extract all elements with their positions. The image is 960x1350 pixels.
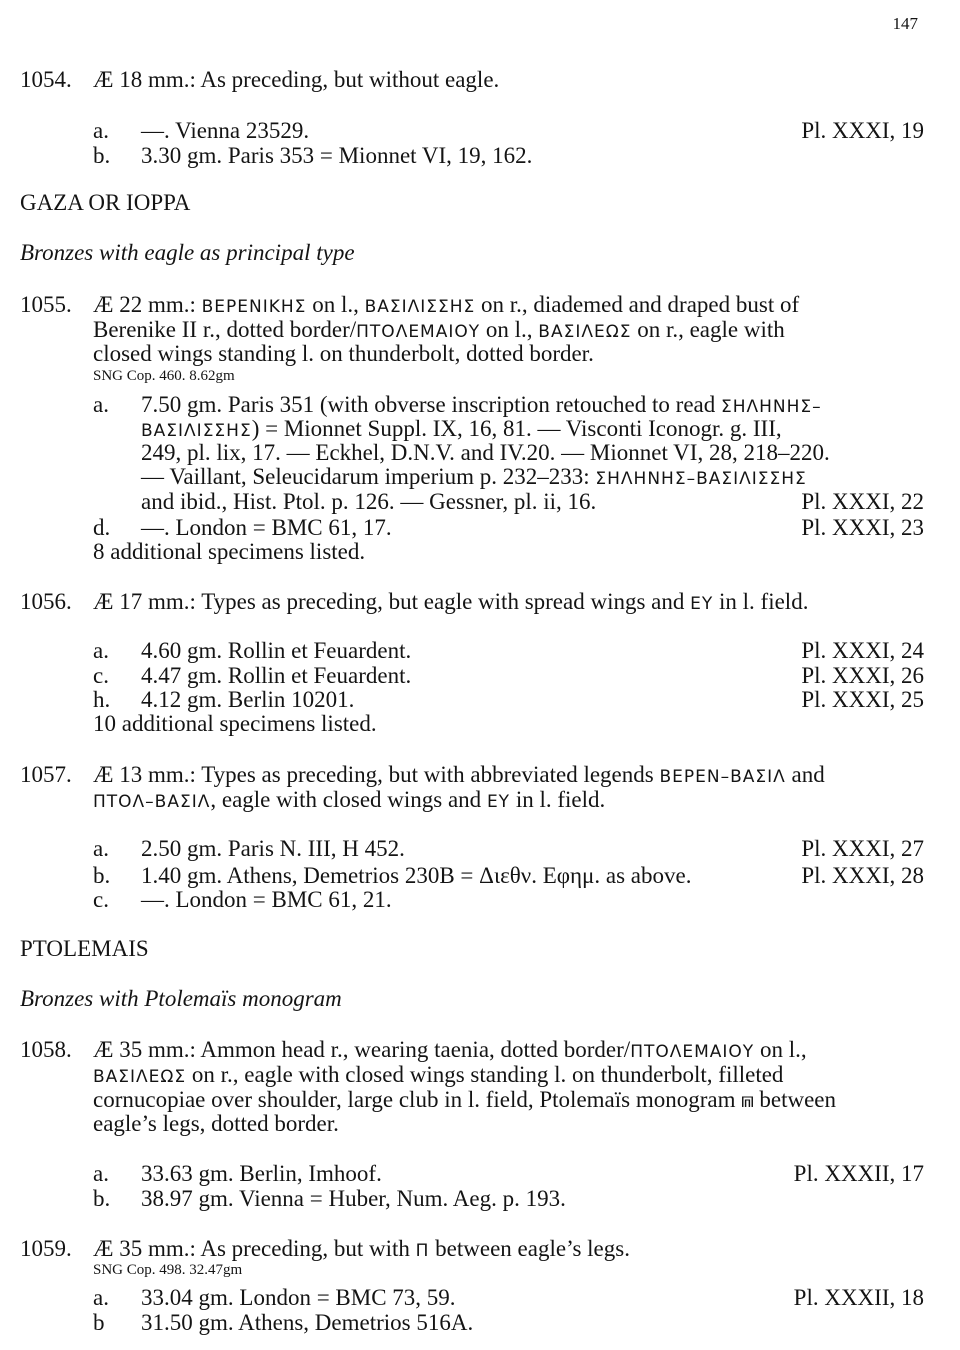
entry-description: Æ 13 mm.: Types as preceding, but with abbreviated legends ΒΕΡΕΝ–ΒΑΣΙΛ and [93, 762, 825, 787]
section-heading-ptolemais: PTOLEMAIS [20, 936, 149, 961]
plate-reference: Pl. XXXII, 18 [793, 1285, 924, 1310]
entry-number: 1054. [20, 67, 72, 92]
additional-specimens-note: 10 additional specimens listed. [93, 711, 377, 736]
ptolemais-monogram-icon: ⩎ [741, 1088, 754, 1113]
entry-number: 1055. [20, 292, 72, 317]
entry-number: 1057. [20, 762, 72, 787]
plate-reference: Pl. XXXI, 27 [801, 836, 924, 861]
sng-reference: SNG Cop. 460. 8.62gm [93, 368, 235, 384]
plate-reference: Pl. XXXI, 24 [801, 638, 924, 663]
page-number: 147 [892, 14, 918, 33]
entry-number: 1059. [20, 1236, 72, 1261]
plate-reference: Pl. XXXI, 19 [801, 118, 924, 143]
plate-reference: Pl. XXXI, 28 [801, 863, 924, 888]
entry-description: Æ 22 mm.: ΒΕΡΕΝΙΚΗΣ on l., ΒΑΣΙΛΙΣΣΗΣ on r., diademed and draped bust of [93, 292, 800, 317]
plate-reference: Pl. XXXI, 22 [801, 489, 924, 514]
entry-description: Æ 18 mm.: As preceding, but without eagle. [93, 67, 500, 92]
additional-specimens-note: 8 additional specimens listed. [93, 539, 366, 564]
entry-description: Æ 17 mm.: Types as preceding, but eagle with spread wings and ΕΥ in l. field. [93, 589, 809, 614]
section-heading-gaza: GAZA OR IOPPA [20, 190, 191, 215]
entry-number: 1058. [20, 1037, 72, 1062]
plate-reference: Pl. XXXI, 26 [801, 663, 924, 688]
entry-description: Æ 35 mm.: As preceding, but with Π between eagle’s legs. [93, 1236, 630, 1261]
section-subheading-gaza: Bronzes with eagle as principal type [20, 240, 355, 265]
plate-reference: Pl. XXXI, 23 [801, 515, 924, 540]
entry-description: Æ 35 mm.: Ammon head r., wearing taenia, dotted border/ΠΤΟΛΕΜΑΙΟΥ on l., [93, 1037, 807, 1062]
section-subheading-ptolemais: Bronzes with Ptolemaïs monogram [20, 986, 342, 1011]
plate-reference: Pl. XXXII, 17 [793, 1161, 924, 1186]
plate-reference: Pl. XXXI, 25 [801, 687, 924, 712]
sng-reference: SNG Cop. 498. 32.47gm [93, 1262, 243, 1278]
entry-number: 1056. [20, 589, 72, 614]
